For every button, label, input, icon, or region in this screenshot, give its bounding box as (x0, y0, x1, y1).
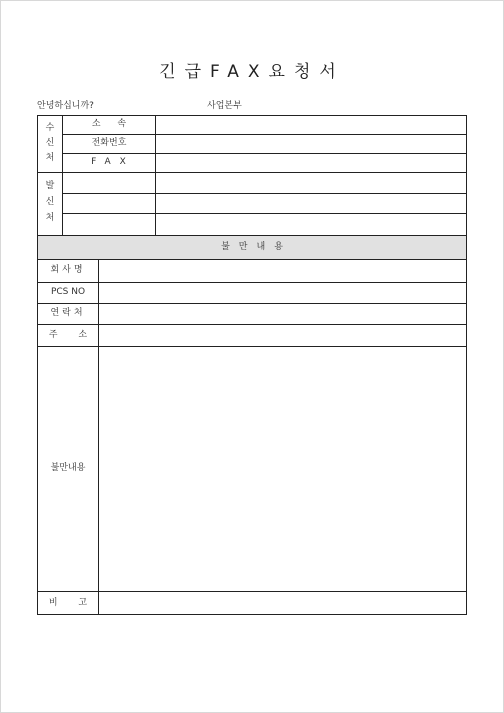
complaint-content-label: 불만내용 (50, 463, 86, 473)
pcs-number-label: PCS NO (50, 287, 86, 297)
pcs-number-field[interactable] (99, 283, 466, 303)
company-name-label: 회사명 (50, 265, 86, 275)
recipient-phone-label: 전화번호 (91, 138, 127, 148)
recipient-affiliation-label: 소 속 (91, 119, 127, 129)
address-label: 주 소 (48, 330, 88, 340)
complaint-header: 불만내용 (221, 242, 292, 252)
column-divider (62, 116, 63, 235)
remarks-field[interactable] (99, 592, 466, 614)
sender-label-char: 처 (45, 213, 55, 223)
contact-label: 연락처 (50, 308, 86, 318)
recipient-label-char: 신 (45, 138, 55, 148)
sender-field-2[interactable] (156, 194, 466, 213)
recipient-label-char: 처 (45, 153, 55, 163)
sender-field-1[interactable] (156, 173, 466, 193)
row-divider (38, 235, 466, 236)
address-field[interactable] (99, 325, 466, 346)
sender-field-3[interactable] (156, 214, 466, 235)
recipient-affiliation-field[interactable] (156, 116, 466, 134)
recipient-fax-label: FAX (91, 157, 135, 167)
sender-label-char: 발 (45, 181, 55, 191)
remarks-label: 비 고 (48, 598, 88, 608)
company-name-field[interactable] (99, 260, 466, 282)
greeting-text: 안녕하십니까? (37, 101, 94, 111)
sender-label-char: 신 (45, 197, 55, 207)
complaint-content-field[interactable] (99, 347, 466, 591)
recipient-label-char: 수 (45, 123, 55, 133)
recipient-phone-field[interactable] (156, 135, 466, 153)
document-title: 긴급FAX요청서 (159, 62, 345, 82)
recipient-fax-field[interactable] (156, 154, 466, 172)
contact-field[interactable] (99, 304, 466, 324)
division-text: 사업본부 (207, 101, 242, 111)
